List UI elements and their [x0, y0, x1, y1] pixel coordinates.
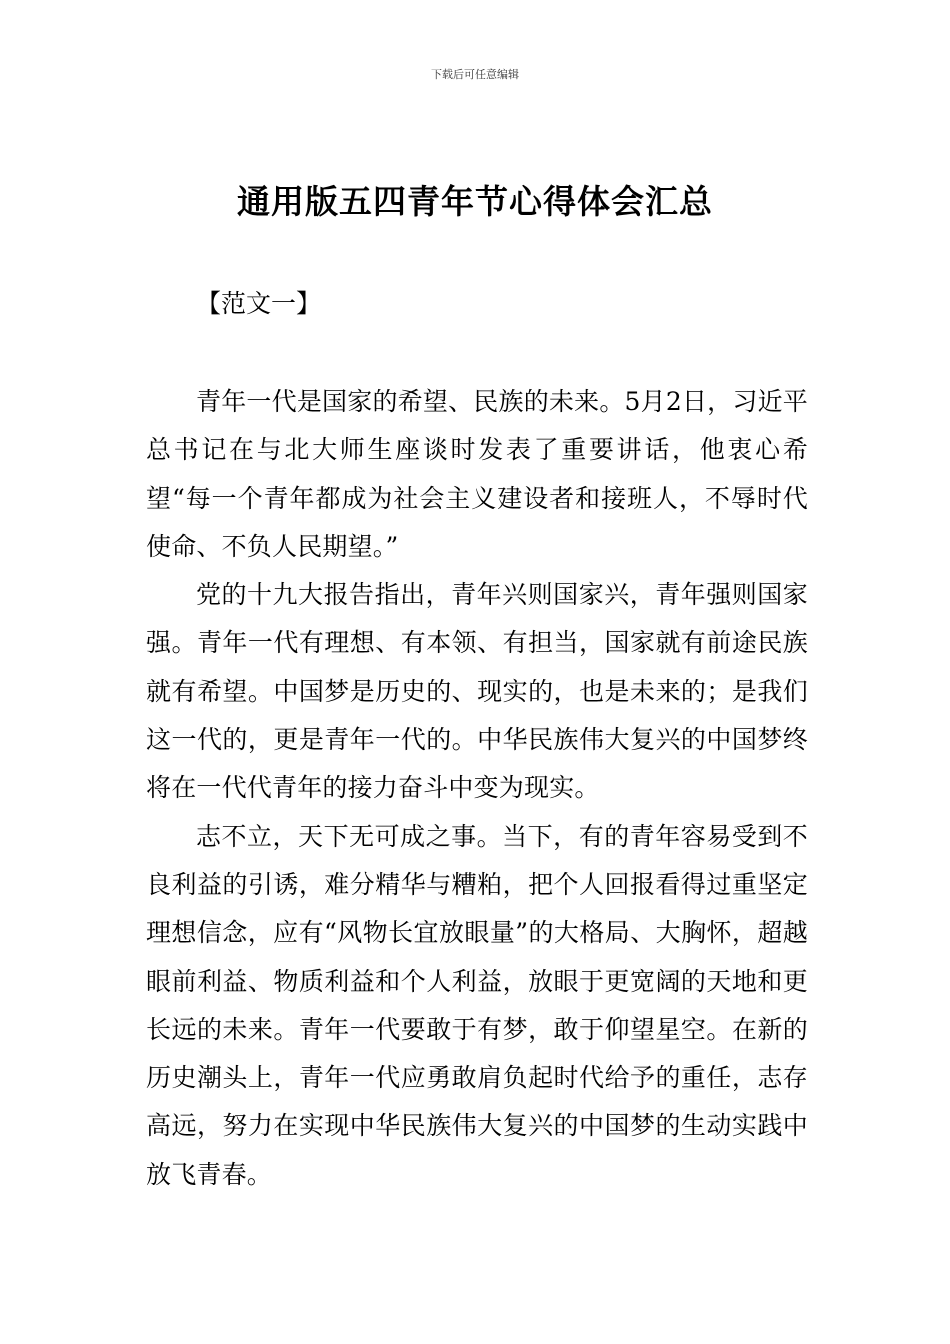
paragraph: 志不立，天下无可成之事。当下，有的青年容易受到不良利益的引诱，难分精华与糟粕，把个人回报看得过重坚定理想信念，应有“风物长宜放眼量”的大格局、大胸怀，超越眼前利益、物质利益和个人利益，放眼于更宽阔的天地和更长远的未来。青年一代要敢于有梦，敢于仰望星空。在新的历史潮头上，青年一代应勇敢肩负起时代给予的重任，志存高远，努力在实现中华民族伟大复兴的中国梦的生动实践中放飞青春。	[146, 821, 808, 1189]
paragraph: 青年一代是国家的希望、民族的未来。5月2日，习近平总书记在与北大师生座谈时发表了重要讲话，他衷心希望“每一个青年都成为社会主义建设者和接班人，不辱时代使命、不负人民期望。”	[146, 387, 808, 561]
paragraph: 党的十九大报告指出，青年兴则国家兴，青年强则国家强。青年一代有理想、有本领、有担当，国家就有前途民族就有希望。中国梦是历史的、现实的，也是未来的；是我们这一代的，更是青年一代的。中华民族伟大复兴的中国梦终将在一代代青年的接力奋斗中变为现实。	[146, 580, 808, 803]
header-note: 下载后可任意编辑	[431, 68, 519, 81]
document-title: 通用版五四青年节心得体会汇总	[237, 182, 713, 221]
document-body	[146, 378, 808, 1199]
section-label: 【范文一】	[196, 289, 322, 318]
